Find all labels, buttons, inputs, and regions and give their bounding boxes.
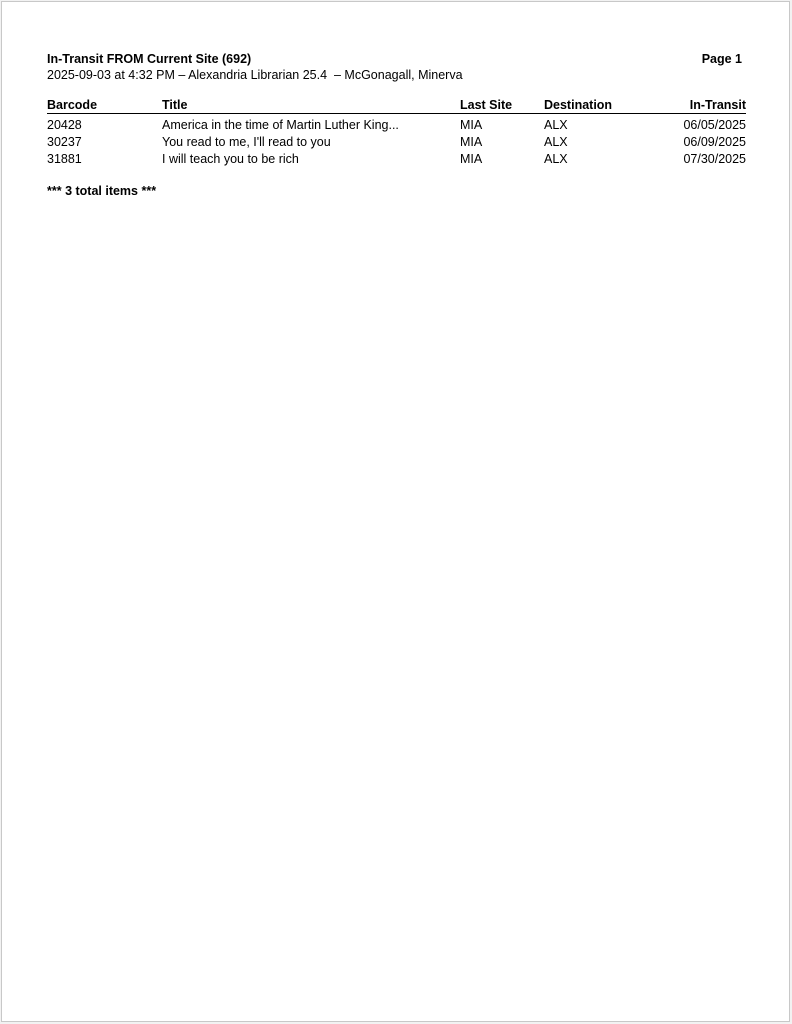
header-last-site: Last Site <box>460 98 544 114</box>
report-page <box>1 1 790 1022</box>
table-row <box>47 151 746 168</box>
cell-destination: ALX <box>544 135 568 149</box>
table-header-row <box>47 98 746 114</box>
table-row <box>47 114 746 135</box>
total-items-summary: *** 3 total items *** <box>47 184 157 198</box>
cell-barcode: 31881 <box>47 152 82 166</box>
report-title: In-Transit FROM Current Site (692) <box>47 52 252 66</box>
report-subtitle: 2025-09-03 at 4:32 PM – Alexandria Librarian 25.4 – McGonagall, Minerva <box>47 68 463 82</box>
cell-in-transit: 06/09/2025 <box>683 135 746 149</box>
cell-in-transit: 06/05/2025 <box>683 118 746 132</box>
cell-title: America in the time of Martin Luther King... <box>162 118 399 132</box>
header-title: Title <box>162 98 460 114</box>
cell-destination: ALX <box>544 118 568 132</box>
cell-last-site: MIA <box>460 135 483 149</box>
cell-title: I will teach you to be rich <box>162 152 299 166</box>
cell-last-site: MIA <box>460 152 483 166</box>
cell-destination: ALX <box>544 152 568 166</box>
header-barcode: Barcode <box>47 98 162 114</box>
cell-last-site: MIA <box>460 118 483 132</box>
cell-in-transit: 07/30/2025 <box>683 152 746 166</box>
cell-barcode: 30237 <box>47 135 82 149</box>
in-transit-table <box>47 98 746 168</box>
cell-barcode: 20428 <box>47 118 82 132</box>
page-number: Page 1 <box>701 52 742 66</box>
table-row <box>47 134 746 151</box>
header-destination: Destination <box>544 98 644 114</box>
header-in-transit: In-Transit <box>644 98 746 114</box>
cell-title: You read to me, I'll read to you <box>162 135 331 149</box>
